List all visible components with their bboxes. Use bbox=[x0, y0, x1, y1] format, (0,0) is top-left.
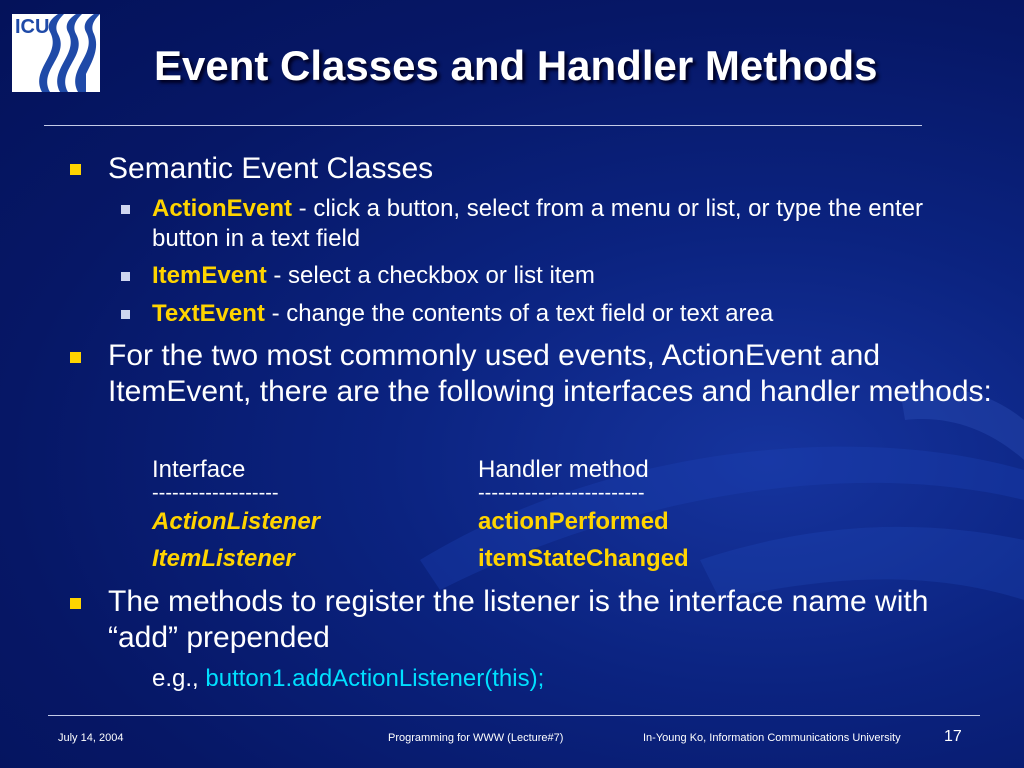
bullet-square-icon bbox=[70, 598, 81, 609]
sub-bullet-square-icon bbox=[121, 205, 130, 214]
university-logo bbox=[12, 14, 100, 92]
table-row-interface: ItemListener bbox=[152, 545, 295, 572]
table-row-interface: ActionListener bbox=[152, 508, 321, 535]
keyword-text-event: TextEvent bbox=[152, 300, 265, 327]
keyword-item-event: ItemEvent bbox=[152, 262, 267, 289]
table-header-handler-method: Handler method bbox=[478, 456, 649, 483]
example-line bbox=[152, 665, 544, 693]
footer-course: Programming for WWW (Lecture#7) bbox=[388, 732, 564, 744]
sub-bullet-square-icon bbox=[121, 272, 130, 281]
keyword-action-event: ActionEvent bbox=[152, 195, 293, 222]
footer-author: In-Young Ko, Information Communications University bbox=[643, 732, 901, 744]
table-row-method: actionPerformed bbox=[478, 508, 669, 535]
bullet-register-listener: The methods to register the listener is the interface name with “add” prepended bbox=[108, 585, 929, 654]
logo-text: ICU bbox=[15, 16, 50, 38]
table-divider-handler: ------------------------- bbox=[478, 482, 645, 504]
sub-bullet-action-event bbox=[152, 194, 962, 254]
bullet-square-icon bbox=[70, 352, 81, 363]
item-event-desc: - select a checkbox or list item bbox=[266, 262, 595, 289]
text-event-desc: - change the contents of a text field or text area bbox=[264, 300, 774, 327]
bullet-common-events: For the two most commonly used events, ActionEvent and ItemEvent, there are the following interfaces and handler methods: bbox=[108, 339, 992, 408]
page-number: 17 bbox=[944, 728, 962, 745]
table-header-interface: Interface bbox=[152, 456, 246, 483]
table-row-method: itemStateChanged bbox=[478, 545, 689, 572]
footer-date: July 14, 2004 bbox=[58, 732, 124, 744]
footer-divider bbox=[48, 715, 980, 716]
sub-bullet-text-event bbox=[152, 299, 773, 329]
sub-bullet-item-event bbox=[152, 261, 595, 291]
logo-wave-icon bbox=[12, 14, 100, 92]
title-divider bbox=[44, 125, 922, 126]
bullet-square-icon bbox=[70, 164, 81, 175]
slide-title: Event Classes and Handler Methods bbox=[154, 42, 878, 89]
example-prefix: e.g., bbox=[152, 665, 206, 692]
sub-bullet-square-icon bbox=[121, 310, 130, 319]
table-divider-interface: ------------------- bbox=[152, 482, 279, 504]
example-code: button1.addActionListener(this); bbox=[205, 665, 545, 692]
bullet-semantic-event-classes: Semantic Event Classes bbox=[108, 152, 434, 185]
action-event-desc: - click a button, select from a menu or list, or type the enter button in a text field bbox=[152, 195, 923, 252]
